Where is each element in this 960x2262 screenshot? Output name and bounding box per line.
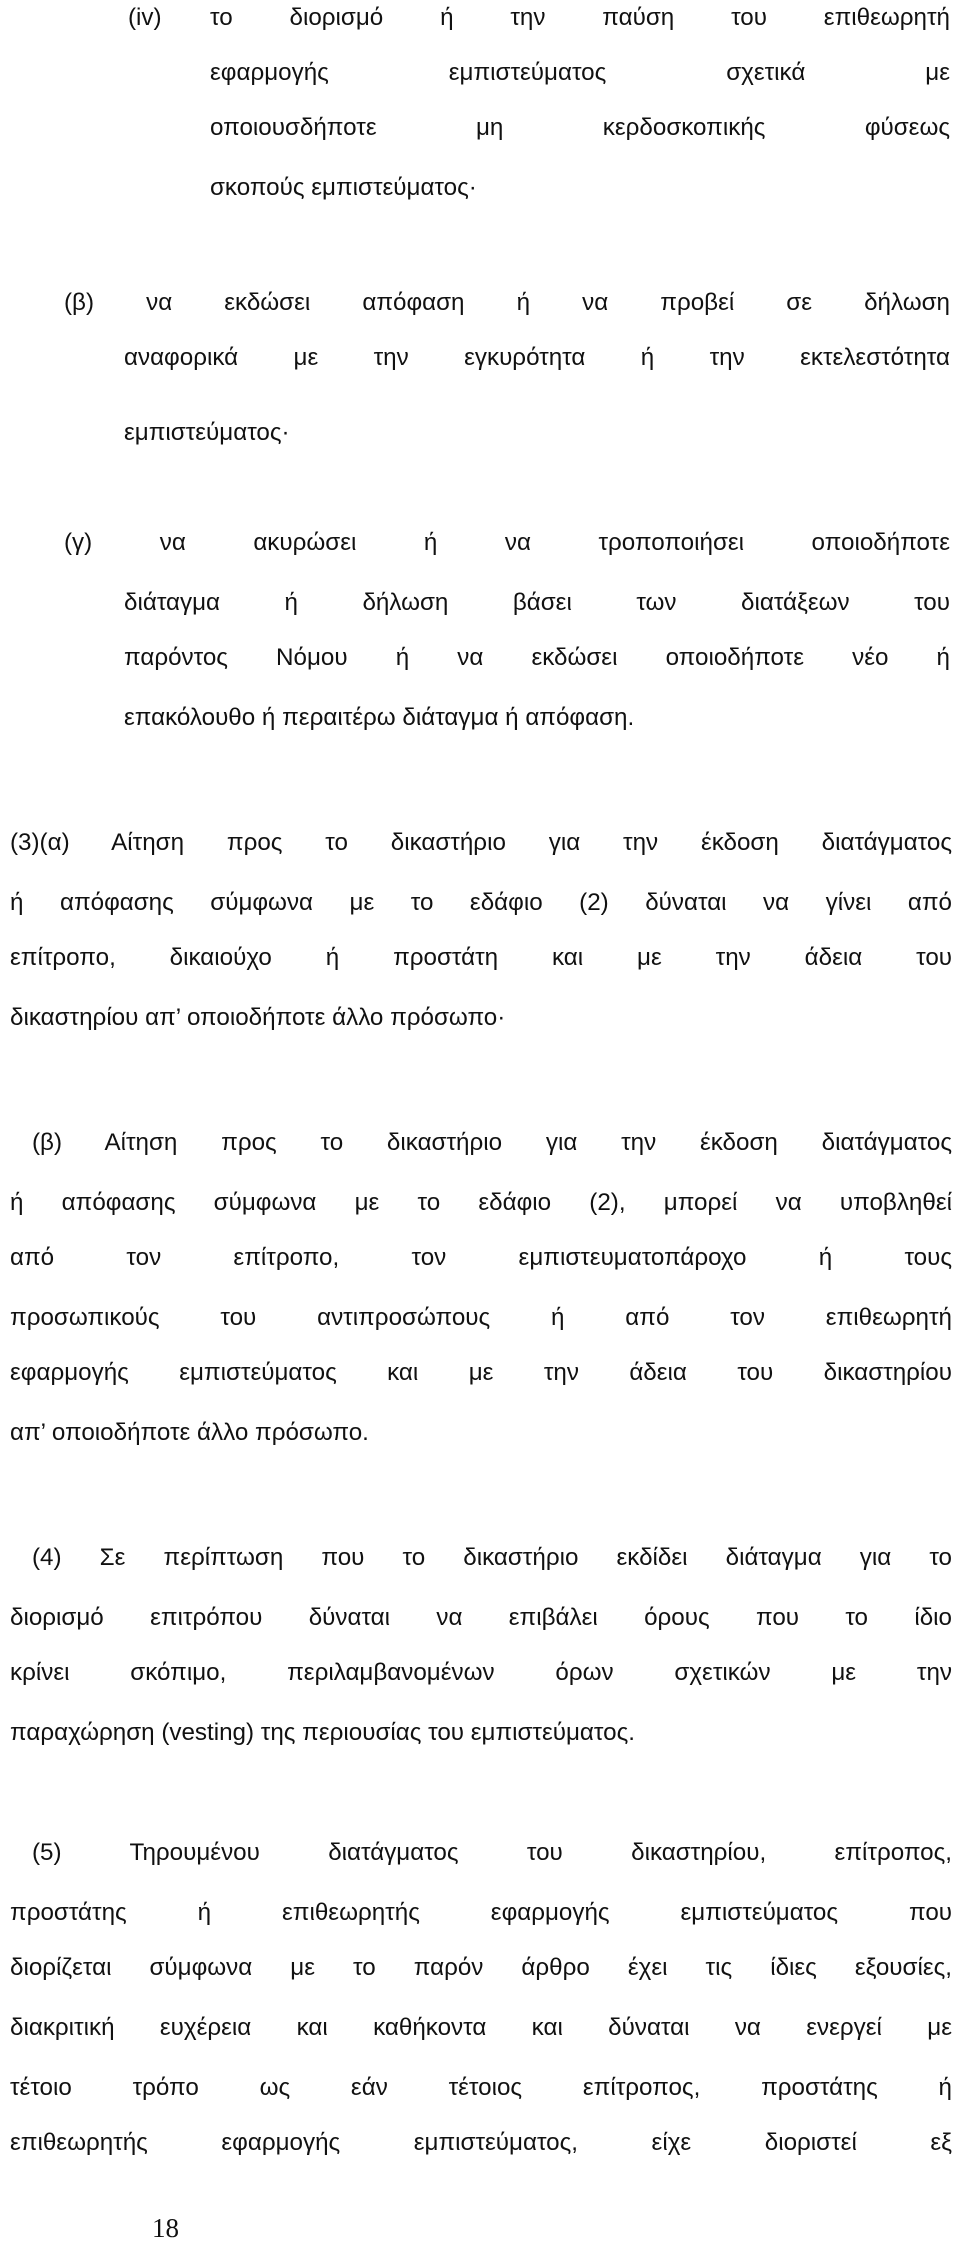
text-line: δικαστηρίου απ’ οποιοδήποτε άλλο πρόσωπο· [10, 1004, 506, 1031]
page-number: 18 [152, 2213, 179, 2243]
text-line: (β) να εκδώσει απόφαση ή να προβεί σε δήλωση [64, 289, 950, 316]
text-line: (β) Αίτηση προς το δικαστήριο για την έκδοση διατάγματος [32, 1129, 952, 1156]
text-line: προστάτης ή επιθεωρητής εφαρμογής εμπιστεύματος που [10, 1899, 952, 1926]
text-line: από τον επίτροπο, τον εμπιστευματοπάροχο ή τους [10, 1244, 952, 1271]
text-line: αναφορικά με την εγκυρότητα ή την εκτελεστότητα [124, 344, 950, 371]
text-line: εφαρμογής εμπιστεύματος σχετικά με [210, 59, 950, 86]
text-line: εμπιστεύματος· [124, 419, 290, 446]
text-line: το διορισμό ή την παύση του επιθεωρητή [210, 4, 950, 31]
text-line: διορίζεται σύμφωνα με το παρόν άρθρο έχει τις ίδιες εξουσίες, [10, 1954, 952, 1981]
text-line: οποιουσδήποτε μη κερδοσκοπικής φύσεως [210, 114, 950, 141]
text-line: ή απόφασης σύμφωνα με το εδάφιο (2), μπορεί να υποβληθεί [10, 1189, 952, 1216]
text-line: ή απόφασης σύμφωνα με το εδάφιο (2) δύναται να γίνει από [10, 889, 952, 916]
text-line: τέτοιο τρόπο ως εάν τέτοιος επίτροπος, προστάτης ή [10, 2074, 952, 2101]
text-line: διακριτική ευχέρεια και καθήκοντα και δύναται να ενεργεί με [10, 2014, 952, 2041]
text-line: εφαρμογής εμπιστεύματος και με την άδεια του δικαστηρίου [10, 1359, 952, 1386]
text-line: κρίνει σκόπιμο, περιλαμβανομένων όρων σχετικών με την [10, 1659, 952, 1686]
text-line: παρόντος Νόμου ή να εκδώσει οποιοδήποτε νέο ή [124, 644, 950, 671]
text-line: (4) Σε περίπτωση που το δικαστήριο εκδίδει διάταγμα για το [32, 1544, 952, 1571]
text-line: διάταγμα ή δήλωση βάσει των διατάξεων του [124, 589, 950, 616]
text-line: επιθεωρητής εφαρμογής εμπιστεύματος, είχε διοριστεί εξ [10, 2129, 952, 2156]
text-line: επακόλουθο ή περαιτέρω διάταγμα ή απόφαση. [124, 704, 635, 731]
text-line: (5) Τηρουμένου διατάγματος του δικαστηρίου, επίτροπος, [32, 1839, 952, 1866]
text-line: επίτροπο, δικαιούχο ή προστάτη και με την άδεια του [10, 944, 952, 971]
text-line: (3)(α) Αίτηση προς το δικαστήριο για την έκδοση διατάγματος [10, 829, 952, 856]
text-line: παραχώρηση (vesting) της περιουσίας του εμπιστεύματος. [10, 1719, 635, 1746]
text-line: σκοπούς εμπιστεύματος· [210, 174, 477, 201]
text-line: διορισμό επιτρόπου δύναται να επιβάλει όρους που το ίδιο [10, 1604, 952, 1631]
text-line: προσωπικούς του αντιπροσώπους ή από τον επιθεωρητή [10, 1304, 952, 1331]
text-line: απ’ οποιοδήποτε άλλο πρόσωπο. [10, 1419, 369, 1446]
text-line: (γ) να ακυρώσει ή να τροποποιήσει οποιοδήποτε [64, 529, 950, 556]
item-label-iv: (iv) [128, 4, 162, 31]
